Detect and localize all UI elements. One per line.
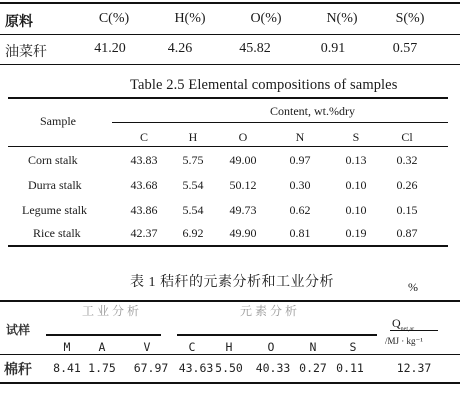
- table3-col-h: H: [225, 340, 233, 354]
- table1-mid-rule: [0, 34, 460, 35]
- table2-cell: 43.68: [130, 178, 158, 192]
- table3-cell: 0.11: [336, 361, 364, 375]
- table2-bottom-rule: [8, 245, 448, 247]
- table3-cell: 5.50: [215, 361, 243, 375]
- table3-col-n: N: [309, 340, 317, 354]
- table2-col-o: O: [238, 130, 248, 144]
- table1-value-s: 0.57: [392, 41, 418, 56]
- table2-col-s: S: [352, 130, 360, 144]
- table3-cell: 67.97: [133, 361, 169, 375]
- table2-cell: 0.15: [396, 203, 418, 217]
- table3-cell: 0.27: [299, 361, 327, 375]
- table2-cell: 0.32: [396, 153, 418, 167]
- table3-q-symbol: Q: [392, 316, 401, 330]
- table2-col-cl: Cl: [401, 130, 413, 144]
- table3-caption: 表 1 秸秆的元素分析和工业分析: [130, 275, 334, 290]
- table3-row-name: 棉秆: [4, 363, 32, 378]
- table1-value-o: 45.82: [239, 41, 271, 56]
- table3-q-rule: [390, 330, 438, 331]
- table2-row-name: Rice stalk: [33, 226, 81, 240]
- table2-cell: 0.81: [289, 226, 311, 240]
- table3-group-proximate: 工业分析: [82, 304, 143, 318]
- table2-cell: 43.83: [130, 153, 158, 167]
- table1-header-material: 原料: [5, 15, 33, 30]
- table1-header-o: O(%): [250, 11, 282, 26]
- table3-group1-rule: [46, 334, 161, 336]
- table2-cell: 0.10: [345, 203, 367, 217]
- table1-value-c: 41.20: [94, 41, 126, 56]
- table2-cell: 5.54: [182, 203, 204, 217]
- table1-value-h: 4.26: [167, 41, 193, 56]
- table2-col-h: H: [188, 130, 198, 144]
- table2-content-header: Content, wt.%dry: [270, 104, 355, 118]
- table2-cell: 49.73: [229, 203, 257, 217]
- table3-col-m: M: [63, 340, 71, 354]
- table1-header-c: C(%): [98, 11, 130, 26]
- table3-group-ultimate: 元素分析: [240, 304, 301, 318]
- table2-sample-header: Sample: [40, 114, 76, 128]
- table2-cell: 0.10: [345, 178, 367, 192]
- table1-material-name: 油菜秆: [5, 45, 47, 60]
- table2-cell: 0.26: [396, 178, 418, 192]
- table3-col-a: A: [98, 340, 106, 354]
- table3-unit: %: [408, 280, 418, 294]
- table2-cell: 0.30: [289, 178, 311, 192]
- table2-cell: 5.75: [182, 153, 204, 167]
- table1-header-s: S(%): [395, 11, 425, 26]
- table2-cell: 43.86: [130, 203, 158, 217]
- table1-header-n: N(%): [326, 11, 358, 26]
- table2-row-name: Corn stalk: [28, 153, 78, 167]
- table2-caption: Table 2.5 Elemental compositions of samples: [130, 77, 398, 93]
- table3-col-v: V: [143, 340, 151, 354]
- table3-cell: 8.41: [53, 361, 81, 375]
- table3-header-rule: [0, 354, 460, 355]
- table3-q-unit: /MJ · kg⁻¹: [385, 336, 423, 346]
- table1-bottom-rule: [0, 64, 460, 65]
- table2-top-rule: [8, 97, 448, 99]
- table3-cell: 1.75: [88, 361, 116, 375]
- table2-cell: 5.54: [182, 178, 204, 192]
- table2-row-name: Legume stalk: [22, 203, 87, 217]
- table3-top-rule: [0, 300, 460, 302]
- table2-cell: 49.90: [229, 226, 257, 240]
- table2-cell: 0.19: [345, 226, 367, 240]
- table2-cell: 50.12: [229, 178, 257, 192]
- table3-sample-header: 试样: [6, 323, 31, 337]
- table3-q-value: 12.37: [396, 361, 432, 375]
- table3-group2-rule: [177, 334, 377, 336]
- table2-cell: 6.92: [182, 226, 204, 240]
- table2-content-rule: [112, 122, 448, 123]
- table2-header-rule: [8, 146, 448, 147]
- table2-cell: 0.62: [289, 203, 311, 217]
- table3-col-s: S: [349, 340, 357, 354]
- table2-col-n: N: [295, 130, 305, 144]
- table2-cell: 49.00: [229, 153, 257, 167]
- table2-row-name: Durra stalk: [28, 178, 82, 192]
- table3-cell: 40.33: [255, 361, 291, 375]
- table2-col-c: C: [139, 130, 148, 144]
- table1-value-n: 0.91: [320, 41, 346, 56]
- table3-col-c: C: [188, 340, 196, 354]
- table2-cell: 0.97: [289, 153, 311, 167]
- table2-cell: 42.37: [130, 226, 158, 240]
- table2-cell: 0.13: [345, 153, 367, 167]
- table2-cell: 0.87: [396, 226, 418, 240]
- table1-top-rule: [0, 2, 460, 4]
- table3-bottom-rule: [0, 382, 460, 384]
- table3-cell: 43.63: [178, 361, 214, 375]
- table1-header-h: H(%): [174, 11, 206, 26]
- table3-col-o: O: [267, 340, 275, 354]
